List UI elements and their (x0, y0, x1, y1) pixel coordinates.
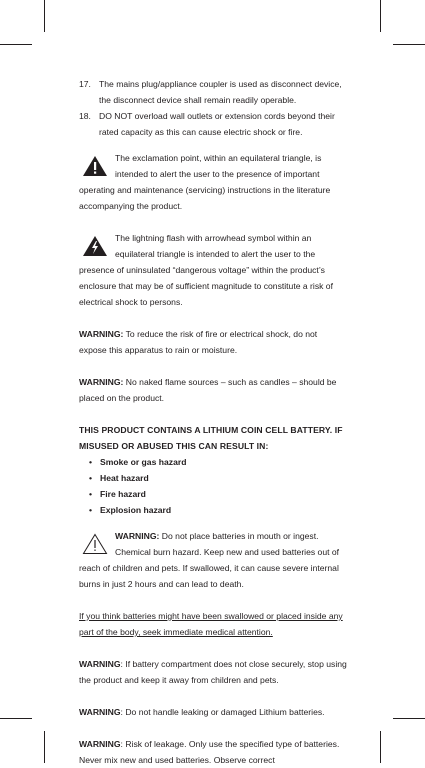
warning-label: WARNING (79, 659, 121, 669)
warning-text: : Do not handle leaking or damaged Lithium batteries. (120, 707, 325, 717)
list-item: • Fire hazard (89, 486, 347, 502)
list-item: • Heat hazard (89, 470, 347, 486)
warning-text: To reduce the risk of fire or electrical shock, do not expose this apparatus to rain or moisture. (79, 329, 318, 355)
crop-mark-top-left-horizontal (0, 44, 32, 45)
warning-text: : If battery compartment does not close securely, stop using the product and keep it away from children and pets. (79, 659, 347, 685)
crop-mark-bottom-left-horizontal (0, 718, 32, 719)
warning-label: WARNING: (79, 329, 124, 339)
warning-text: : Risk of leakage. Only use the specified type of batteries. Never mix new and used batteries. Observe correct (79, 739, 340, 765)
crop-mark-top-right-vertical (380, 0, 381, 32)
item-text: DO NOT overload wall outlets or extension cords beyond their rated capacity as this can cause electric shock or fire. (99, 111, 335, 137)
warning-label: WARNING (79, 707, 121, 717)
crop-mark-bottom-right-vertical (380, 731, 381, 763)
exclamation-triangle-icon (82, 155, 108, 177)
battery-heading: THIS PRODUCT CONTAINS A LITHIUM COIN CELL BATTERY. IF MISUSED OR ABUSED THIS CAN RESULT IN: (79, 425, 343, 451)
exclamation-notice-text: The exclamation point, within an equilateral triangle, is intended to alert the user to the presence of important operating and maintenance (servicing) instructions in the literature accompanying the product. (79, 153, 331, 211)
warning-paragraph (79, 656, 347, 688)
item-number: 18. (79, 111, 91, 121)
lightning-triangle-icon (82, 235, 108, 257)
crop-mark-bottom-left-vertical (44, 731, 45, 763)
hazard-list (79, 454, 347, 518)
battery-warning (79, 528, 347, 592)
crop-mark-bottom-right-horizontal (393, 718, 425, 719)
exclamation-notice (79, 150, 347, 214)
warning-paragraph (79, 374, 347, 406)
item-text: The mains plug/appliance coupler is used as disconnect device, the disconnect device shall remain readily operable. (99, 79, 342, 105)
swallowed-notice: If you think batteries might have been swallowed or placed inside any part of the body, seek immediate medical attention. (79, 611, 343, 637)
crop-mark-top-right-horizontal (393, 44, 425, 45)
warning-label: WARNING: (79, 377, 124, 387)
warning-text: No naked flame sources – such as candles – should be placed on the product. (79, 377, 337, 403)
list-item: • Explosion hazard (89, 502, 347, 518)
list-item (79, 76, 347, 108)
warning-label: WARNING (79, 739, 121, 749)
safety-instructions-page (79, 76, 347, 768)
warning-paragraph (79, 736, 347, 768)
list-item (79, 108, 347, 140)
crop-mark-top-left-vertical (44, 0, 45, 32)
warning-text: Do not place batteries in mouth or ingest. Chemical burn hazard. Keep new and used batteries out of reach of children and pets. If swallowed, it can cause severe internal burns in just 2 hours and can lead to death. (79, 531, 340, 589)
warning-label: WARNING: (115, 531, 160, 541)
warning-paragraph (79, 704, 347, 720)
list-item: • Smoke or gas hazard (89, 454, 347, 470)
lightning-notice-text: The lightning flash with arrowhead symbol within an equilateral triangle is intended to alert the user to the presence of uninsulated “dangerous voltage” within the product’s enclosure that may be of sufficient magnitude to constitute a risk of electrical shock to persons. (79, 233, 333, 307)
warning-paragraph (79, 326, 347, 358)
lightning-notice (79, 230, 347, 310)
warning-triangle-outline-icon (82, 533, 108, 555)
item-number: 17. (79, 79, 91, 89)
